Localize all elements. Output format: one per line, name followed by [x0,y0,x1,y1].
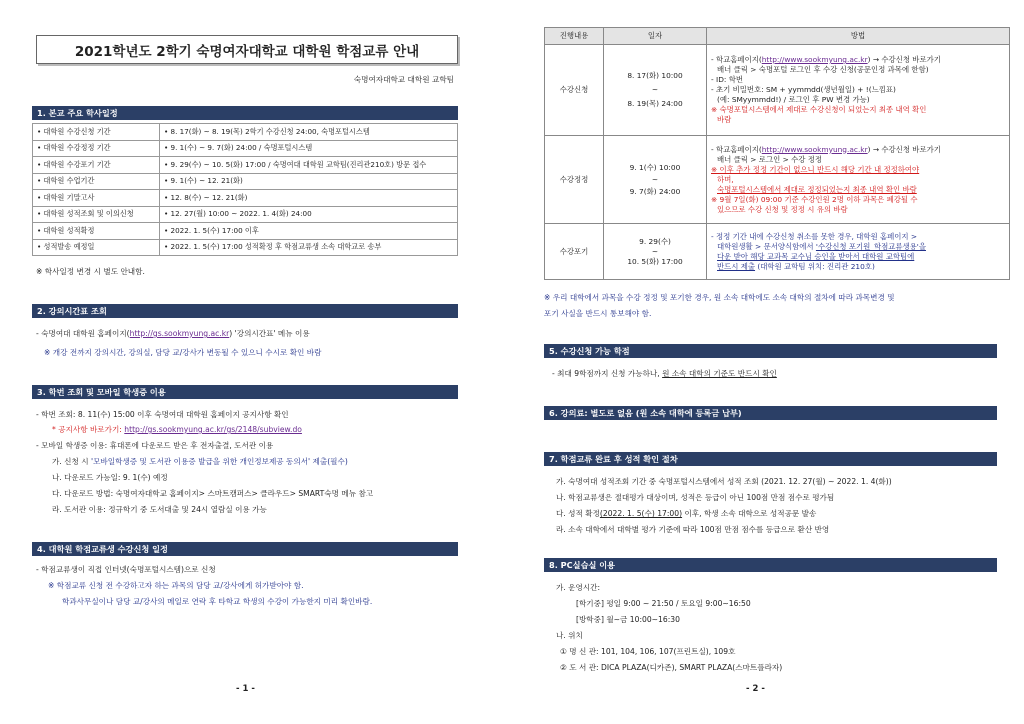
method-line: - ID: 학번 [711,75,744,84]
method-warning: 하며, [717,174,734,184]
text: 가. 신청 시 [52,457,91,466]
pc-lab-location-2: ② 도 서 관: DICA PLAZA(디카존), SMART PLAZA(스마트플라자) [560,663,783,672]
registration-note-1: ※ 학점교류 신청 전 수강하고자 하는 과목의 담당 교/강사에게 허가받아야 함. [48,581,304,590]
column-header: 일자 [604,28,707,45]
change-note-1: ※ 우리 대학에서 과목을 수강 정정 및 포기한 경우, 원 소속 대학에도 소속 대학의 절차에 따라 과목변경 및 [544,293,895,302]
table-row [545,224,1010,280]
table-header-row [545,28,1010,45]
schedule-item: • 성적발송 예정일 [33,239,160,256]
text: 이후, 학생 소속 대학으로 성적공문 발송 [682,509,817,518]
schedule-value: • 12. 27(월) 10:00 ~ 2022. 1. 4(화) 24:00 [160,206,458,223]
schedule-item: • 대학원 수강신청 기간 [33,124,160,141]
method-line: - 정정 기간 내에 수강신청 취소를 못한 경우, 대학원 홈페이지 > [711,231,918,241]
grade-step-d: 라. 소속 대학에서 대학별 평가 기준에 따라 100점 만점 점수를 등급으로 환산 반영 [556,525,830,534]
schedule-note: ※ 학사일정 변경 시 별도 안내함. [36,267,145,276]
notice-link[interactable]: http://gs.sookmyung.ac.kr/gs/2148/subview.do [124,425,302,434]
date-cell [604,224,707,280]
table-row [33,190,458,207]
column-header: 진행내용 [545,28,604,45]
method-line [711,145,1005,155]
tilde: ~ [651,246,659,256]
registration-note-2: 학과사무실이나 담당 교/강사의 메일로 연락 후 타학교 학생의 수강이 가능한지 미리 확인바람. [62,597,373,606]
method-warning: ※ 숙명포털시스템에서 제대로 수강신청이 되었는지 최종 내역 확인 [711,105,927,114]
page-number: - 2 - [746,684,765,694]
row-label: 수강신청 [545,45,604,136]
table-row [545,45,1010,136]
section-2-header: 2. 강의시간표 조회 [32,304,458,318]
pc-lab-hours-semester: [학기중] 평일 9:00 ~ 21:50 / 토요일 9:00~16:50 [576,599,751,608]
schedule-item: • 대학원 성적확정 [33,223,160,240]
gs-homepage-link[interactable]: http://gs.sookmyung.ac.kr [129,329,230,338]
table-row [33,140,458,157]
table-row [545,136,1010,224]
method-line [711,242,1005,252]
course-procedure-table [544,27,1010,280]
date-cell [604,136,707,224]
grade-step-c [556,508,816,519]
grade-step-b: 나. 학점교류생은 절대평가 대상이며, 성적은 등급이 아닌 100점 만점 점수로 평가됨 [556,493,835,502]
schedule-value: • 9. 1(수) ~ 12. 21(화) [160,173,458,190]
method-line [711,262,1005,272]
mobile-id-step-a [52,456,348,467]
schedule-value: • 2022. 1. 5(수) 17:00 성적확정 후 학점교류생 소속 대학교로 송부 [160,239,458,256]
page-number: - 1 - [236,684,255,694]
text: - 학교홈페이지( [711,144,762,154]
section-4-header: 4. 대학원 학점교류생 수강신청 일정 [32,542,458,556]
mobile-id-step-c: 다. 다운로드 방법: 숙명여자대학교 홈페이지> 스마트캠퍼스> 클라우드> SMART숙명 메뉴 참고 [52,489,374,498]
page-2 [512,0,1024,724]
schedule-value: • 9. 29(수) ~ 10. 5(화) 17:00 / 숙명여대 대학원 교학팀(진리관210호) 방문 접수 [160,157,458,174]
start-date: 9. 1(수) 10:00 [629,162,681,172]
schedule-item: • 대학원 기말고사 [33,190,160,207]
method-cell [707,224,1010,280]
table-row [33,206,458,223]
section-8-header: 8. PC실습실 이용 [544,558,997,572]
text: 다. 성적 확정 [556,509,600,518]
section-5-header: 5. 수강신청 가능 학점 [544,344,997,358]
department-name: 숙명여자대학교 대학원 교학팀 [353,75,454,84]
tilde: ~ [651,174,659,184]
method-line: (예: SMyymmdd!) / 로그인 후 PW 변경 가능) [717,95,870,104]
method-cell [707,136,1010,224]
text: ) → 수강신청 바로가기 [867,144,941,154]
section-3-header: 3. 학번 조회 및 모바일 학생증 이용 [32,385,458,399]
method-warning: 숙명포털시스템에서 제대로 정정되었는지 최종 내역 확인 바람 [717,184,917,194]
mobile-id-line: - 모바일 학생증 이용: 휴대폰에 다운로드 받은 후 전자출결, 도서관 이용 [36,441,274,450]
consent-form-text: '모바일학생증 및 도서관 이용증 발급을 위한 개인정보제공 동의서' 제출(필수) [91,457,348,466]
text: ) '강의시간표' 메뉴 이용 [229,329,310,338]
method-warning: 바람 [717,115,732,124]
schedule-value: • 12. 8(수) ~ 12. 21(화) [160,190,458,207]
notice-shortcut-line [52,424,302,435]
sookmyung-homepage-link[interactable]: http://www.sookmyung.ac.kr [761,55,868,64]
method-line: 배너 클릭 > 로그인 > 수강 정정 [717,154,823,164]
schedule-value: • 2022. 1. 5(수) 17:00 이후 [160,223,458,240]
pc-lab-location-1: ① 명 신 관: 101, 104, 106, 107(프린트실), 109호 [560,647,736,656]
text: 반드시 제출 [717,261,756,271]
table-row [33,157,458,174]
end-date: 9. 7(화) 24:00 [629,186,681,196]
sookmyung-homepage-link[interactable]: http://www.sookmyung.ac.kr [761,144,868,154]
method-warning: ※ 이후 추가 정정 기간이 없으니 반드시 해당 기간 내 정정하여야 [711,164,920,174]
schedule-item: • 대학원 수강포기 기간 [33,157,160,174]
method-line: 다운 받아 해당 교과목 교수님 승인을 받아서 대학원 교학팀에 [717,251,915,261]
section-6-header: 6. 강의료: 별도로 없음 (원 소속 대학에 등록금 납부) [544,406,997,420]
pc-lab-hours-label: 가. 운영시간: [556,583,601,592]
timetable-note: ※ 개강 전까지 강의시간, 강의실, 담당 교/강사가 변동될 수 있으니 수시로 확인 바람 [44,348,322,357]
start-date: 8. 17(화) 10:00 [627,71,683,80]
method-cell [707,45,1010,136]
end-date: 8. 19(목) 24:00 [627,99,683,108]
section-7-header: 7. 학점교류 완료 후 성적 확인 절차 [544,452,997,466]
mobile-id-step-d: 라. 도서관 이용: 정규학기 중 도서대출 및 24시 열람실 이용 가능 [52,505,267,514]
method-line: - 초기 비밀번호: SM + yymmdd(생년월일) + !(느낌표) [711,85,896,94]
office-location: (대학원 교학팀 위치: 진리관 210호) [755,261,875,271]
row-label: 수강포기 [545,224,604,280]
table-row [33,173,458,190]
row-label: 수강정정 [545,136,604,224]
text: * 공지사항 바로가기: [52,425,125,434]
text: - 숙명여대 대학원 홈페이지( [36,329,130,338]
schedule-item: • 대학원 수업기간 [33,173,160,190]
date-cell [604,45,707,136]
withdrawal-form-name: '수강신청 포기원_학점교류생용'을 [815,241,926,251]
student-id-line: - 학번 조회: 8. 11(수) 15:00 이후 숙명여대 대학원 홈페이지 공지사항 확인 [36,410,289,419]
schedule-item: • 대학원 수강정정 기간 [33,140,160,157]
timetable-line [36,328,310,339]
text: 원 소속 대학의 기준도 반드시 확인 [662,369,777,378]
pc-lab-hours-vacation: [방학중] 월~금 10:00~16:30 [576,615,680,624]
page-title: 2021학년도 2학기 숙명여자대학교 대학원 학점교류 안내 [36,35,458,64]
text: ) → 수강신청 바로가기 [867,55,941,64]
schedule-value: • 9. 1(수) ~ 9. 7(화) 24:00 / 숙명포털시스템 [160,140,458,157]
table-row [33,223,458,240]
table-row [33,239,458,256]
method-line [711,55,1005,65]
column-header: 방법 [707,28,1010,45]
schedule-value: • 8. 17(화) ~ 8. 19(목) 2학기 수강신청 24:00, 숙명포털시스템 [160,124,458,141]
start-date: 9. 29(수) [639,236,671,246]
academic-schedule-table [32,123,458,256]
mobile-id-step-b: 나. 다운로드 가능일: 9. 1(수) 예정 [52,473,168,482]
text: - 최대 9학점까지 신청 가능하나, [552,369,663,378]
method-line: 배너 클릭 > 숙명포털 로그인 후 수강 신청(공문인정 과목에 한함) [717,65,929,74]
text: 대학원생활 > 문서양식함에서 [717,241,816,251]
text: - 학교홈페이지( [711,55,762,64]
grade-step-a: 가. 숙명여대 성적조회 기간 중 숙명포털시스템에서 성적 조회 (2021. 12. 27(월) ~ 2022. 1. 4(화)) [556,477,892,486]
tilde: ~ [651,85,659,94]
change-note-2: 포기 사실을 반드시 통보해야 함. [544,309,652,318]
credit-limit-line [552,368,777,379]
table-row [33,124,458,141]
method-warning: ※ 9월 7일(화) 09:00 기준 수강인원 2명 이하 과목은 폐강될 수 [711,194,918,204]
text: (2022. 1. 5(수) 17:00) [599,509,683,518]
pc-lab-location-label: 나. 위치 [556,631,583,640]
method-warning: 있으므로 수강 신청 및 정정 시 유의 바람 [717,204,848,214]
section-1-header: 1. 본교 주요 학사일정 [32,106,458,120]
end-date: 10. 5(화) 17:00 [627,256,683,266]
schedule-item: • 대학원 성적조회 및 이의신청 [33,206,160,223]
registration-line: - 학점교류생이 직접 인터넷(숙명포털시스템)으로 신청 [36,565,216,574]
